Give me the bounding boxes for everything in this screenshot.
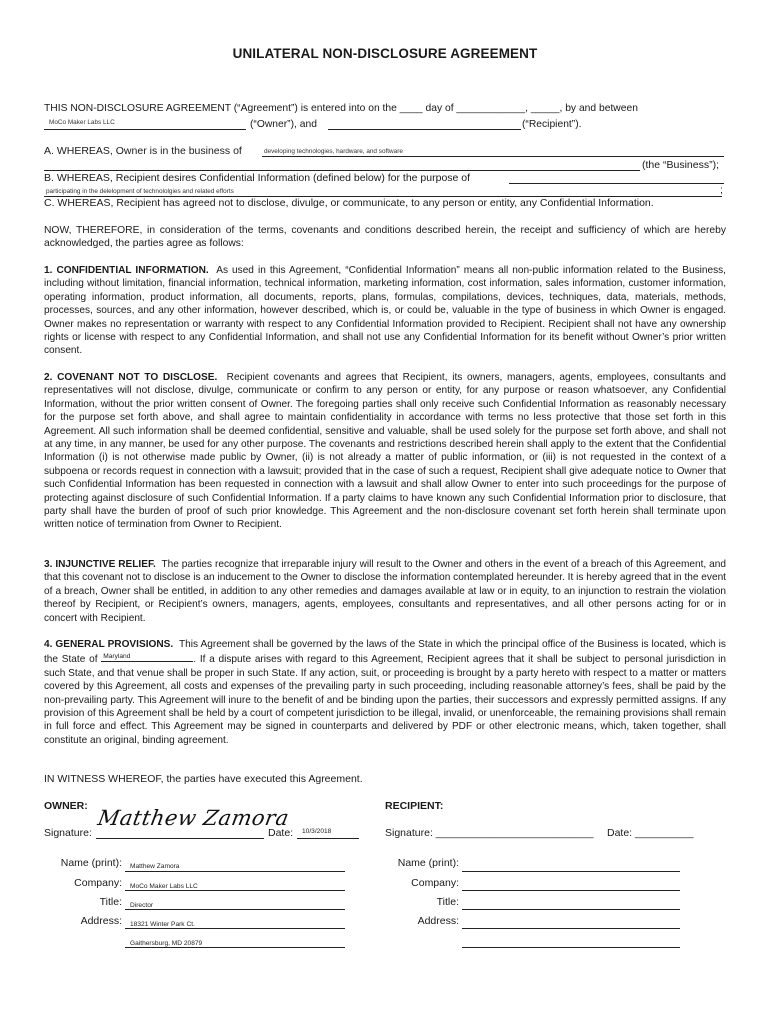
owner-address-label: Address: [80, 915, 122, 927]
owner-name-print-value: Matthew Zamora [130, 863, 180, 870]
section-3-heading: 3. INJUNCTIVE RELIEF. [44, 559, 156, 570]
witness-statement: IN WITNESS WHEREOF, the parties have executed this Agreement. [44, 773, 363, 785]
recipient-header: RECIPIENT: [385, 800, 444, 812]
whereas-c-text: C. WHEREAS, Recipient has agreed not to disclose, divulge, or communicate, to any person or entity, any Confidential Information. [44, 197, 654, 209]
section-4-body-post: . If a dispute arises with regard to this Agreement, Recipient agrees that it shall be subject to personal jurisdiction in such State, and that venue shall be proper in such State. If any action, suit, or proceeding is brought by a party hereto with respect to a matter or matters covered by this Agreement, all costs and expenses of the prevailing party in such proceeding, including reasonable attorney’s fees, shall be paid by the non-prevailing party. This Agreement will inure to the benefit of and be binding upon the parties, their successors and expressly permitted assigns. If any provision of this Agreement shall be held by a court of competent jurisdiction to be illegal, invalid, or unenforceable, the remaining provisions shall remain in full force and effect. This Agreement may be signed in counterparts and delivered by PDF or other electronic means, which, taken together, shall constitute an original, binding agreement. [44, 654, 726, 746]
owner-address-line-2-value: Gaithersburg, MD 20879 [130, 940, 203, 947]
section-2-heading: 2. COVENANT NOT TO DISCLOSE. [44, 372, 218, 383]
owner-header: OWNER: [44, 800, 88, 812]
recipient-address-label: Address: [417, 915, 459, 927]
owner-date-value: 10/3/2018 [302, 828, 332, 835]
now-therefore-paragraph: NOW, THEREFORE, in consideration of the terms, covenants and conditions described herein, the receipt and sufficiency of which are hereby acknowledged, the parties agree as follows: [44, 225, 726, 250]
section-4-heading: 4. GENERAL PROVISIONS. [44, 639, 174, 650]
recipient-name-label: Name (print): [397, 857, 459, 869]
owner-title-label: Title: [99, 896, 122, 908]
whereas-a-end: (the “Business”); [642, 159, 720, 171]
owner-address-line-1-value: 18321 Winter Park Ct. [130, 921, 195, 928]
recipient-date-label[interactable]: Date: __________ [607, 827, 694, 839]
whereas-b-line[interactable] [509, 183, 724, 184]
owner-title-value: Director [130, 902, 154, 909]
intro-recipient-label: (“Recipient”). [522, 119, 582, 130]
recipient-address-line-2[interactable] [462, 947, 680, 948]
owner-company-label: Company: [74, 877, 122, 889]
section-4-body-pre: This Agreement shall be governed by the laws of the State in which the principal office of the Business is located, which is the State of [44, 639, 726, 666]
owner-company-value: MoCo Maker Labs LLC [130, 883, 198, 890]
recipient-company-line[interactable] [462, 890, 680, 891]
owner-title-line[interactable] [125, 909, 345, 910]
section-1-heading: 1. CONFIDENTIAL INFORMATION. [44, 265, 209, 276]
owner-signature-label: Signature: [44, 827, 92, 839]
section-injunctive-relief [44, 558, 726, 625]
recipient-name-line[interactable] [328, 129, 521, 130]
whereas-a-label: A. WHEREAS, Owner is in the business of [44, 145, 242, 157]
recipient-name-line[interactable] [462, 871, 680, 872]
recipient-title-label: Title: [436, 896, 459, 908]
document-title: UNILATERAL NON-DISCLOSURE AGREEMENT [232, 46, 538, 61]
whereas-b-label: B. WHEREAS, Recipient desires Confidential Information (defined below) for the purpose of [44, 172, 471, 184]
recipient-company-label: Company: [411, 877, 459, 889]
section-2-body: Recipient covenants and agrees that Recipient, its owners, managers, agents, employees, consultants and representatives will not disclose, divulge, communicate or confirm to any person or entity, for any purpose or reason whatsoever, any Confidential Information, without the prior written consent of Owner. The foregoing parties shall only receive such Confidential Information as reasonably necessary for the purpose set forth above, and shall agree to maintain confidentiality in accordance with terms no less protective that those set forth in this Agreement. All such information shall be deemed confidential, sensitive and valuable, shall be used solely for the purpose set forth above, and shall not at any time, in any manner, be used for any other purpose. The covenants and restrictions described herein shall apply to the extent that the Confidential Information (i) is not otherwise made public by Owner, (ii) is not already a matter of public information, or (iii) is not requested in the context of a subpoena or records request in connection with a lawsuit; provided that in the case of such a request, Recipient shall give adequate notice to Owner that such Confidential Information has been requested in connection with a lawsuit and shall allow Owner to enter into such proceedings for the purpose of protecting against disclosure of such Confidential Information. If a party claims to have known any such Confidential Information prior to disclosure, that party shall have the burden of proof of such prior knowledge. This Agreement and the non-disclosure covenant set forth herein shall terminate upon written notice of termination from Owner to Recipient. [44, 372, 726, 531]
section-covenant-not-to-disclose [44, 371, 726, 532]
recipient-address-line-1[interactable] [462, 928, 680, 929]
intro-line-1: THIS NON-DISCLOSURE AGREEMENT (“Agreement”) is entered into on the ____ day of ____________, _____, by and between [44, 103, 638, 114]
owner-name-label: Name (print): [60, 857, 122, 869]
whereas-b-value: participating in the delelopment of technololgies and related efforts [46, 188, 234, 195]
recipient-signature-label[interactable]: Signature: ___________________________ [385, 827, 594, 839]
section-confidential-information [44, 264, 726, 358]
owner-name-value: MoCo Maker Labs LLC [49, 119, 115, 126]
owner-date-label: Date: [268, 827, 294, 839]
owner-signature-line[interactable] [96, 838, 264, 839]
recipient-title-line[interactable] [462, 909, 680, 910]
section-3-body: The parties recognize that irreparable injury will result to the Owner and others in the event of a breach of this Agreement, and that this covenant not to disclose is an inducement to the Owner to disclose the information contemplated hereunder. It is hereby agreed that in the event of a breach, Owner shall be entitled, in addition to any other remedies and damages available at law or in equity, to an injunction to restrain the violation thereof by Recipient, or Recipient’s owners, managers, agents, employees, consultants and representatives, and all other persons acting for or in concert with Recipient. [44, 559, 726, 624]
whereas-b-end: ; [720, 184, 723, 196]
whereas-a-value: developing technologies, hardware, and software [264, 148, 403, 155]
state-value: Maryland [103, 653, 131, 661]
section-general-provisions [44, 638, 726, 747]
whereas-a-line-2[interactable] [44, 170, 640, 171]
state-field[interactable] [101, 651, 193, 662]
intro-owner-label: (“Owner”), and [250, 119, 317, 130]
section-1-body: As used in this Agreement, “Confidential Information” means all non-public information related to the Business, including without limitation, financial information, technical information, marketing information, cost information, sales information, customer information, operating information, product information, all documents, reports, plans, formulas, compilations, devices, techniques, data, materials, methods, processes, sources, and any other information, however described, which is, or could be, valuable in the type of business in which Owner is engaged. Owner makes no representation or warranty with respect to any Confidential Information provided to Recipient. Recipient shall not have any ownership rights or license with respect to any Confidential Information, and shall not use any Confidential Information for its benefit without Owner’s prior written consent. [44, 265, 726, 357]
owner-signature: Matthew Zamora [96, 806, 291, 830]
